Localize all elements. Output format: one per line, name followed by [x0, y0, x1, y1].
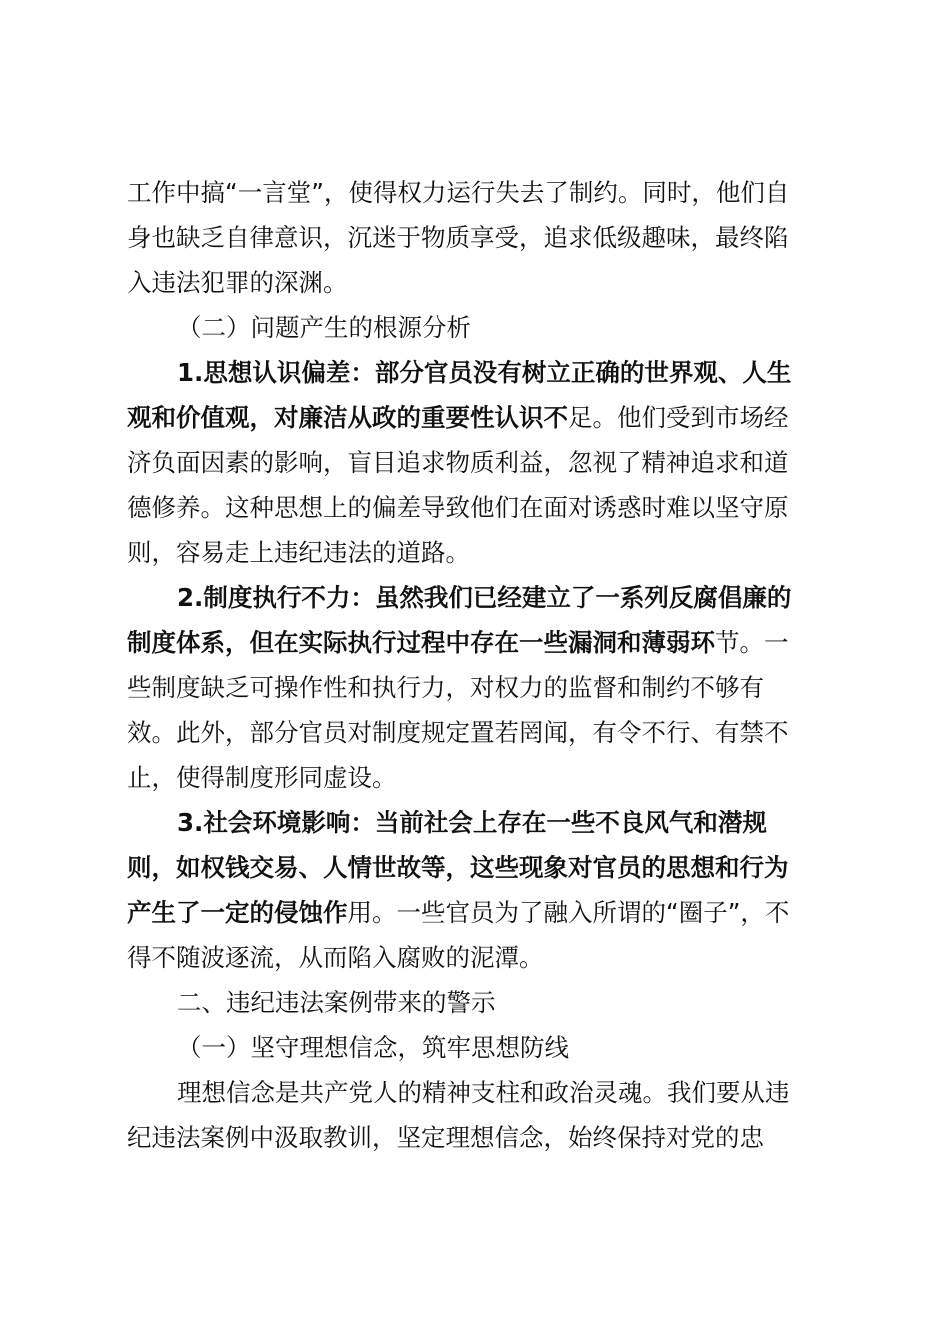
paragraph-line — [127, 710, 827, 755]
bold-text-run: 3.社会环境影响：当前社会上存在一些不良风气和潜规 — [177, 808, 767, 837]
text-run: 理想信念是共产党人的精神支柱和政治灵魂。我们要从违 — [177, 1078, 790, 1107]
text-run: 效。此外，部分官员对制度规定置若罔闻，有令不行、有禁不 — [127, 718, 789, 747]
text-run: 身也缺乏自律意识，沉迷于物质享受，追求低级趣味，最终陷 — [127, 223, 789, 252]
paragraph-line — [127, 890, 827, 935]
bold-text-run: 产生了一定的侵蚀作 — [127, 898, 348, 927]
paragraph-line — [127, 485, 827, 530]
paragraph-line — [127, 170, 827, 215]
text-run: 些制度缺乏可操作性和执行力，对权力的监督和制约不够有 — [127, 673, 764, 702]
text-run: 纪违法案例中汲取教训，坚定理想信念，始终保持对党的忠 — [127, 1123, 764, 1152]
text-run: （二）问题产生的根源分析 — [177, 313, 471, 342]
section-heading — [127, 980, 827, 1025]
paragraph-line — [127, 440, 827, 485]
bold-text-run: 观和价值观，对廉洁从政的重要性认识不 — [127, 403, 568, 432]
bold-text-run: 1.思想认识偏差：部分官员没有树立正确的世界观、人生 — [177, 358, 792, 387]
bold-text-run: 则，如权钱交易、人情世故等，这些现象对官员的思想和行为 — [127, 853, 789, 882]
paragraph-line — [127, 800, 827, 845]
paragraph-line — [127, 530, 827, 575]
paragraph-line — [127, 845, 827, 890]
text-run: 德修养。这种思想上的偏差导致他们在面对诱惑时难以坚守原 — [127, 493, 789, 522]
section-heading — [127, 305, 827, 350]
text-run: 足。他们受到市场经 — [568, 403, 789, 432]
paragraph-line — [127, 665, 827, 710]
paragraph-line — [127, 620, 827, 665]
paragraph-line — [127, 350, 827, 395]
paragraph-line — [127, 395, 827, 440]
text-run: 得不随波逐流，从而陷入腐败的泥潭。 — [127, 943, 544, 972]
paragraph-line — [127, 575, 827, 620]
paragraph-line — [127, 215, 827, 260]
paragraph-line — [127, 1070, 827, 1115]
text-run: 工作中搞“一言堂”，使得权力运行失去了制约。同时，他们自 — [127, 178, 790, 207]
paragraph-line — [127, 260, 827, 305]
paragraph-line — [127, 935, 827, 980]
text-run: 则，容易走上违纪违法的道路。 — [127, 538, 470, 567]
text-run: 二、违纪违法案例带来的警示 — [177, 988, 496, 1017]
section-heading — [127, 1025, 827, 1070]
text-run: 用。一些官员为了融入所谓的“圈子”，不 — [347, 898, 790, 927]
text-run: 节。一 — [715, 628, 789, 657]
document-body — [127, 170, 827, 1160]
paragraph-line — [127, 755, 827, 800]
paragraph-line — [127, 1115, 827, 1160]
text-run: 入违法犯罪的深渊。 — [127, 268, 348, 297]
bold-text-run: 2.制度执行不力：虽然我们已经建立了一系列反腐倡廉的 — [177, 583, 792, 612]
text-run: 止，使得制度形同虚设。 — [127, 763, 397, 792]
text-run: 济负面因素的影响，盲目追求物质利益，忽视了精神追求和道 — [127, 448, 789, 477]
bold-text-run: 制度体系，但在实际执行过程中存在一些漏洞和薄弱环 — [127, 628, 715, 657]
text-run: （一）坚守理想信念，筑牢思想防线 — [177, 1033, 569, 1062]
